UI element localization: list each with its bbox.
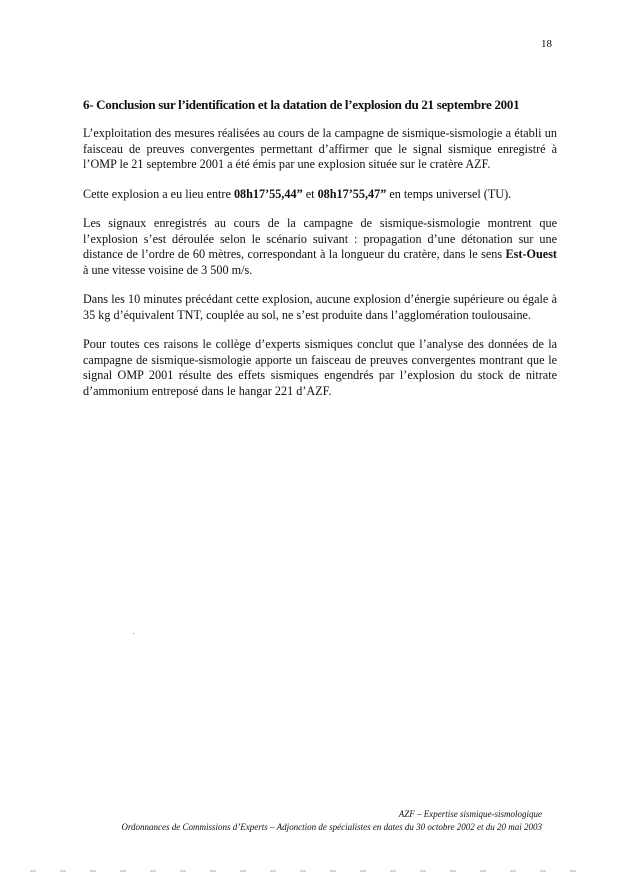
document-body — [83, 97, 557, 413]
footer — [121, 808, 542, 834]
p3-before: Les signaux enregistrés au cours de la campagne de sismique-sismologie montrent que l’explosion s’est déroulée selon le scénario suivant : propagation d’une détonation sur une distance de l’ordre de 60 mètres, correspondant à la longueur du cratère, dans le sens — [83, 216, 557, 261]
footer-line-2: Ordonnances de Commissions d’Experts – Adjonction de spécialistes en dates du 30 octobre 2002 et du 20 mai 2003 — [121, 822, 542, 832]
paragraph-2 — [83, 187, 557, 203]
paragraph-4: Dans les 10 minutes précédant cette explosion, aucune explosion d’énergie supérieure ou égale à 35 kg d’équivalent TNT, couplée au sol, ne s’est produite dans l’agglomération toulousaine. — [83, 292, 557, 322]
p2-before: Cette explosion a eu lieu entre — [83, 186, 234, 201]
scan-noise — [30, 870, 590, 872]
time-end: 08h17’55,47” — [317, 186, 387, 201]
page-number: 18 — [541, 38, 552, 50]
stray-dot — [133, 633, 134, 634]
footer-line-1: AZF – Expertise sismique-sismologique — [398, 809, 542, 819]
section-title: 6- Conclusion sur l’identification et la datation de l’explosion du 21 septembre 2001 — [83, 97, 520, 112]
paragraph-3 — [83, 216, 557, 278]
p3-after: à une vitesse voisine de 3 500 m/s. — [83, 262, 253, 277]
paragraph-1: L’exploitation des mesures réalisées au cours de la campagne de sismique-sismologie a établi un faisceau de preuves convergentes permettant d’affirmer que le signal sismique enregistré à l’OMP le 21 septembre 2001 a été émis par une explosion située sur le cratère AZF. — [83, 126, 557, 171]
time-start: 08h17’55,44” — [233, 186, 303, 201]
paragraph-5: Pour toutes ces raisons le collège d’experts sismiques conclut que l’analyse des données de la campagne de sismique-sismologie apporte un faisceau de preuves convergentes montrant que le signal OMP 2001 résulte des effets sismiques engendrés par l’explosion du stock de nitrate d’ammonium entreposé dans le hangar 221 d’AZF. — [83, 337, 557, 398]
direction: Est-Ouest — [505, 247, 557, 261]
p2-between: et — [302, 186, 318, 201]
p2-after: en temps universel (TU). — [386, 186, 512, 201]
